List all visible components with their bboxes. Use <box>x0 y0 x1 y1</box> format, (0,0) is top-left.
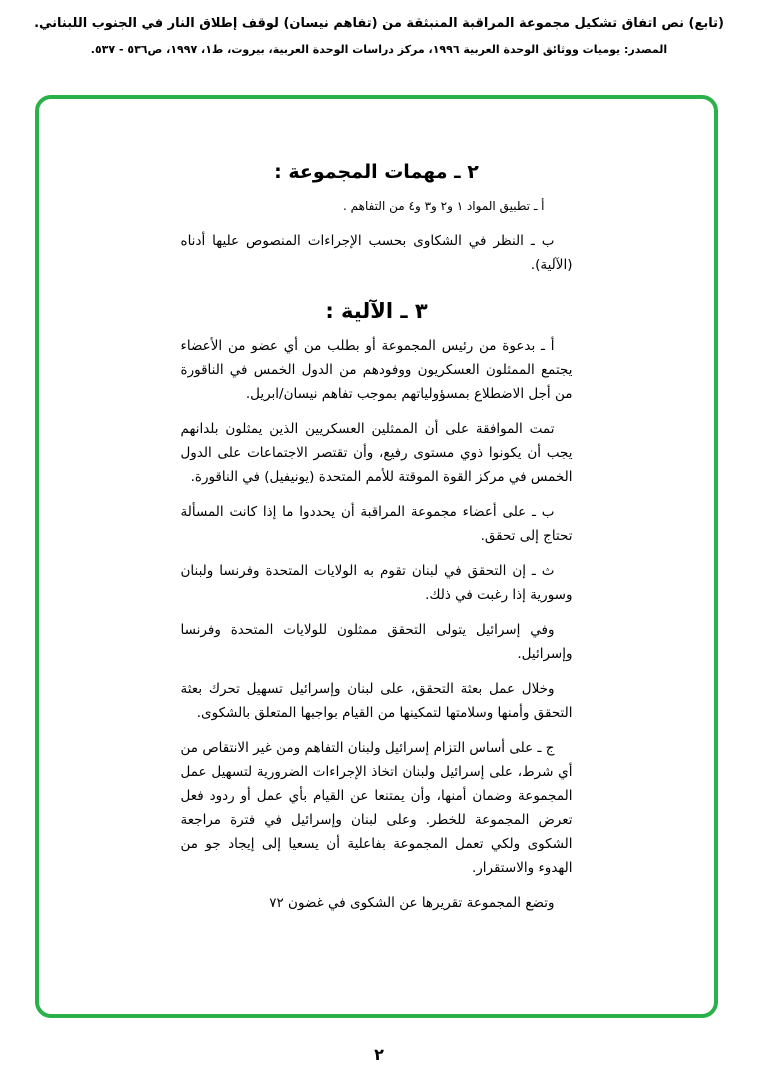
paragraph-mechanism-j: ج ـ على أساس التزام إسرائيل ولبنان التفاهم ومن غير الانتقاص من أي شرط، على إسرائيل ولبنان اتخاذ الإجراءات الضرورية لتسهيل عمل المجموعة وضمان أمنها، وأن يمتنعا عن القيام بأي عمل أو ردود فعل تعرض المجموعة للخطر. وعلى لبنان وإسرائيل في فترة مراجعة الشكوى ولكي تعمل المجموعة بفاعلية أن يسعيا إلى إيجاد جو من الهدوء والاستقرار. <box>180 740 573 876</box>
paragraph-mechanism-approval: تمت الموافقة على أن الممثلين العسكريين الذين يمثلون بلدانهم يجب أن يكونوا ذوي مستوى رفيع، وأن تقتصر الاجتماعات على الدول الخمس في مركز القوة الموقتة للأمم المتحدة (يونيفيل) في الناقورة. <box>180 421 573 485</box>
content-frame <box>35 95 718 1018</box>
document-title: (تابع) نص اتفاق تشكيل مجموعة المراقبة المنبثقة من (تفاهم نيسان) لوقف إطلاق النار في الجنوب اللبناني. <box>34 16 724 31</box>
section-heading-group-tasks: ٢ ـ مهمات المجموعة : <box>274 161 479 183</box>
document-body <box>181 99 573 915</box>
page-number: ٢ <box>374 1045 384 1064</box>
paragraph-mechanism-b: ب ـ على أعضاء مجموعة المراقبة أن يحددوا ما إذا كانت المسألة تحتاج إلى تحقق. <box>180 504 573 544</box>
paragraph-tasks-b: ب ـ النظر في الشكاوى بحسب الإجراءات المنصوص عليها أدناه (الآلية). <box>180 233 573 273</box>
page-header <box>0 0 758 56</box>
paragraph-mechanism-th: ث ـ إن التحقق في لبنان تقوم به الولايات المتحدة وفرنسا ولبنان وسورية إذا رغبت في ذلك. <box>180 563 573 603</box>
paragraph-tasks-a: أ ـ تطبيق المواد ١ و٢ و٣ و٤ من التفاهم . <box>343 199 545 213</box>
paragraph-israel-verification: وفي إسرائيل يتولى التحقق ممثلون للولايات المتحدة وفرنسا وإسرائيل. <box>180 622 573 662</box>
paragraph-report-deadline: وتضع المجموعة تقريرها عن الشكوى في غضون ٧٢ <box>269 895 555 911</box>
document-source: المصدر: يوميات ووثائق الوحدة العربية ١٩٩٦، مركز دراسات الوحدة العربية، بيروت، ط١، ١٩٩٧، ص٥٣٦ - ٥٣٧. <box>90 43 668 56</box>
section-heading-mechanism: ٣ ـ الآلية : <box>325 299 428 323</box>
paragraph-verification-mission: وخلال عمل بعثة التحقق، على لبنان وإسرائيل تسهيل تحرك بعثة التحقق وأمنها وسلامتها لتمكينها من القيام بواجبها المتعلق بالشكوى. <box>180 681 573 721</box>
paragraph-mechanism-a: أ ـ بدعوة من رئيس المجموعة أو بطلب من أي عضو من الأعضاء يجتمع الممثلون العسكريون ووفودهم من الدول الخمس في الناقورة من أجل الاضطلاع بمسؤولياتهم بموجب تفاهم نيسان/ابريل. <box>180 338 573 402</box>
